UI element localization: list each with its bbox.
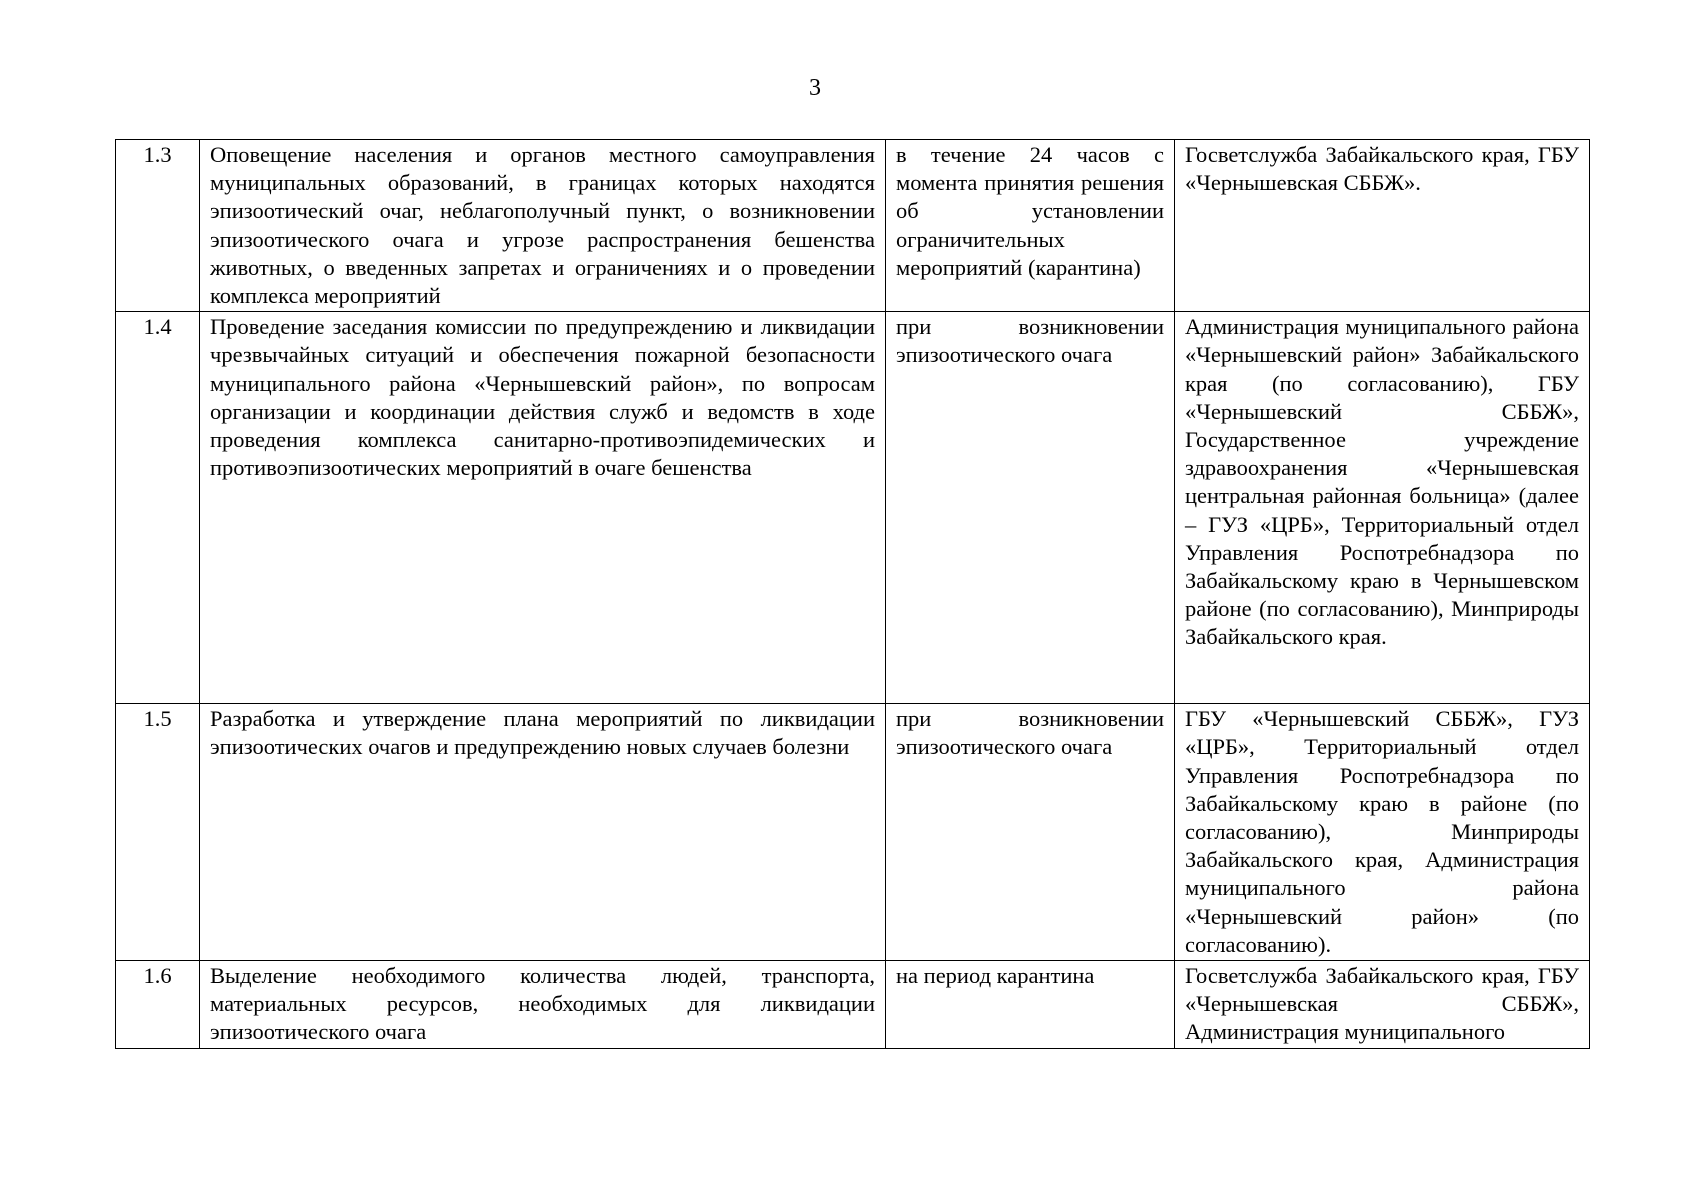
responsible-cell: Госветслужба Забайкальского края, ГБУ «Чернышевская СББЖ», Администрация муниципального [1175, 961, 1590, 1049]
term-cell: при возникновении эпизоотического очага [886, 312, 1175, 704]
table-row [116, 961, 1590, 1049]
term-cell: при возникновении эпизоотического очага [886, 704, 1175, 961]
item-number: 1.5 [116, 704, 200, 961]
action-cell: Проведение заседания комиссии по предупреждению и ликвидации чрезвычайных ситуаций и обеспечения пожарной безопасности муниципального района «Чернышевский район», по вопросам организации и координации действия служб и ведомств в ходе проведения комплекса санитарно-противоэпидемических и противоэпизоотических мероприятий в очаге бешенства [200, 312, 886, 704]
action-cell: Оповещение населения и органов местного самоуправления муниципальных образований, в границах которых находятся эпизоотический очаг, неблагополучный пункт, о возникновении эпизоотического очага и угрозе распространения бешенства животных, о введенных запретах и ограничениях и о проведении комплекса мероприятий [200, 140, 886, 312]
item-number: 1.6 [116, 961, 200, 1049]
item-number: 1.3 [116, 140, 200, 312]
measures-table [115, 139, 1590, 1049]
term-cell: в течение 24 часов с момента принятия решения об установлении ограничительных мероприятий (карантина) [886, 140, 1175, 312]
table-row [116, 704, 1590, 961]
responsible-cell: Госветслужба Забайкальского края, ГБУ «Чернышевская СББЖ». [1175, 140, 1590, 312]
responsible-cell: Администрация муниципального района «Чернышевский район» Забайкальского края (по согласованию), ГБУ «Чернышевский СББЖ», Государственное учреждение здравоохранения «Чернышевская центральная районная больница» (далее – ГУЗ «ЦРБ», Территориальный отдел Управления Роспотребнадзора по Забайкальскому краю в Чернышевском районе (по согласованию), Минприроды Забайкальского края. [1175, 312, 1590, 704]
action-cell: Выделение необходимого количества людей, транспорта, материальных ресурсов, необходимых для ликвидации эпизоотического очага [200, 961, 886, 1049]
table-row [116, 140, 1590, 312]
responsible-cell: ГБУ «Чернышевский СББЖ», ГУЗ «ЦРБ», Территориальный отдел Управления Роспотребнадзора по Забайкальскому краю в районе (по согласованию), Минприроды Забайкальского края, Администрация муниципального района «Чернышевский район» (по согласованию). [1175, 704, 1590, 961]
action-cell: Разработка и утверждение плана мероприятий по ликвидации эпизоотических очагов и предупреждению новых случаев болезни [200, 704, 886, 961]
table-row [116, 312, 1590, 704]
page-number: 3 [809, 75, 821, 101]
term-cell: на период карантина [886, 961, 1175, 1049]
item-number: 1.4 [116, 312, 200, 704]
